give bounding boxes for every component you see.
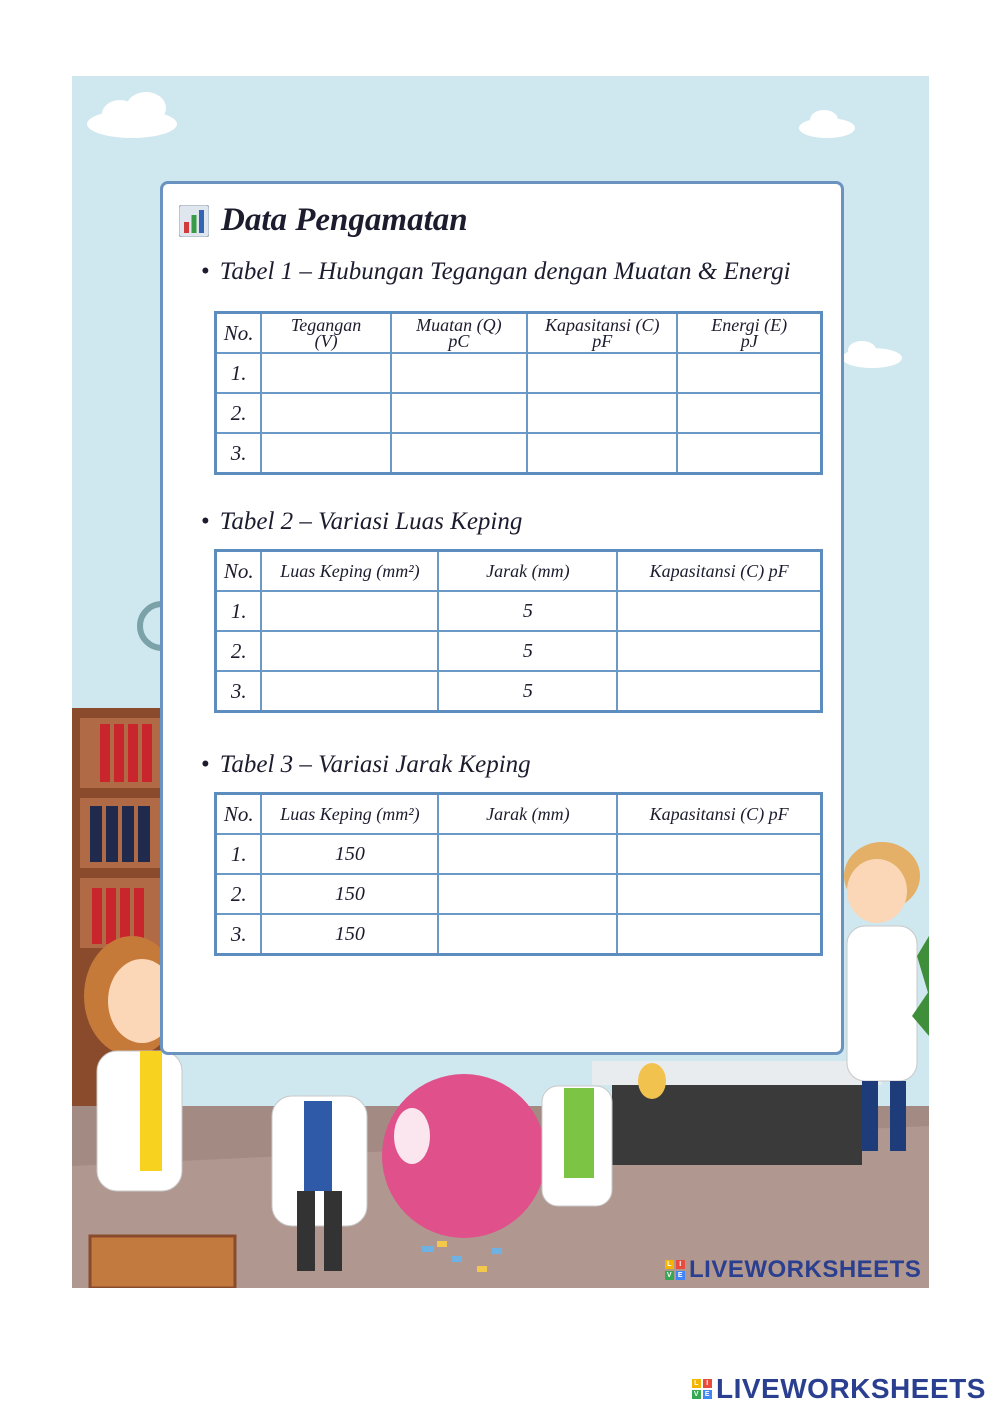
row-number: 2. <box>216 874 262 914</box>
table-row <box>216 671 822 712</box>
input-cell[interactable] <box>677 353 821 393</box>
input-cell[interactable] <box>261 353 390 393</box>
header-no: No. <box>216 794 262 835</box>
table-row <box>216 631 822 671</box>
header-kapasitansi: Kapasitansi (C) pF <box>527 313 677 354</box>
table-2 <box>214 549 823 713</box>
observation-card <box>160 181 844 1055</box>
input-cell[interactable] <box>391 393 527 433</box>
table-header-row <box>216 794 822 835</box>
input-cell[interactable] <box>617 591 821 631</box>
row-number: 3. <box>216 433 262 474</box>
input-cell[interactable] <box>391 353 527 393</box>
input-cell[interactable] <box>617 671 821 712</box>
header-kapasitansi: Kapasitansi (C) pF <box>617 551 821 592</box>
input-cell[interactable] <box>261 671 438 712</box>
header-luas-keping: Luas Keping (mm²) <box>261 551 438 592</box>
header-jarak: Jarak (mm) <box>438 551 617 592</box>
section-heading-1: • Tabel 1 – Hubungan Tegangan dengan Muatan & Energi <box>201 258 791 285</box>
input-cell[interactable] <box>617 834 821 874</box>
header-jarak: Jarak (mm) <box>438 794 617 835</box>
header-luas-keping: Luas Keping (mm²) <box>261 794 438 835</box>
input-cell[interactable] <box>261 591 438 631</box>
input-cell[interactable] <box>677 433 821 474</box>
value-cell: 5 <box>438 671 617 712</box>
input-cell[interactable] <box>261 393 390 433</box>
input-cell[interactable] <box>617 874 821 914</box>
table-row <box>216 393 822 433</box>
row-number: 2. <box>216 393 262 433</box>
value-cell: 150 <box>261 834 438 874</box>
table-row <box>216 914 822 955</box>
header-kapasitansi: Kapasitansi (C) pF <box>617 794 821 835</box>
page-title: Data Pengamatan <box>221 202 468 238</box>
value-cell: 5 <box>438 631 617 671</box>
section-heading-2: • Tabel 2 – Variasi Luas Keping <box>201 508 523 535</box>
value-cell: 150 <box>261 874 438 914</box>
input-cell[interactable] <box>677 393 821 433</box>
table-row <box>216 591 822 631</box>
logo-grid-icon: L I V E <box>666 1261 684 1279</box>
row-number: 1. <box>216 834 262 874</box>
input-cell[interactable] <box>438 914 617 955</box>
header-no: No. <box>216 551 262 592</box>
row-number: 3. <box>216 914 262 955</box>
row-number: 3. <box>216 671 262 712</box>
liveworksheets-logo-inner <box>665 1256 921 1284</box>
input-cell[interactable] <box>438 874 617 914</box>
table-row <box>216 874 822 914</box>
header-tegangan: Tegangan (V) <box>261 313 390 354</box>
value-cell: 5 <box>438 591 617 631</box>
table-header-row <box>216 313 822 354</box>
table-row <box>216 353 822 393</box>
input-cell[interactable] <box>527 433 677 474</box>
liveworksheets-logo-footer <box>692 1373 986 1405</box>
table-1 <box>214 311 823 475</box>
input-cell[interactable] <box>261 631 438 671</box>
input-cell[interactable] <box>391 433 527 474</box>
row-number: 1. <box>216 353 262 393</box>
table-row <box>216 834 822 874</box>
section-heading-3: • Tabel 3 – Variasi Jarak Keping <box>201 751 531 778</box>
input-cell[interactable] <box>617 914 821 955</box>
table-3 <box>214 792 823 956</box>
bar-chart-icon <box>179 205 209 237</box>
header-energi: Energi (E) pJ <box>677 313 821 354</box>
logo-grid-icon: L I V E <box>693 1380 711 1398</box>
logo-text: LIVEWORKSHEETS <box>689 1256 922 1283</box>
logo-text: LIVEWORKSHEETS <box>716 1373 986 1404</box>
header-muatan: Muatan (Q) pC <box>391 313 527 354</box>
table-row <box>216 433 822 474</box>
header-no: No. <box>216 313 262 354</box>
input-cell[interactable] <box>527 393 677 433</box>
row-number: 2. <box>216 631 262 671</box>
input-cell[interactable] <box>261 433 390 474</box>
input-cell[interactable] <box>527 353 677 393</box>
input-cell[interactable] <box>438 834 617 874</box>
table-header-row <box>216 551 822 592</box>
value-cell: 150 <box>261 914 438 955</box>
row-number: 1. <box>216 591 262 631</box>
input-cell[interactable] <box>617 631 821 671</box>
title-row <box>179 202 468 239</box>
